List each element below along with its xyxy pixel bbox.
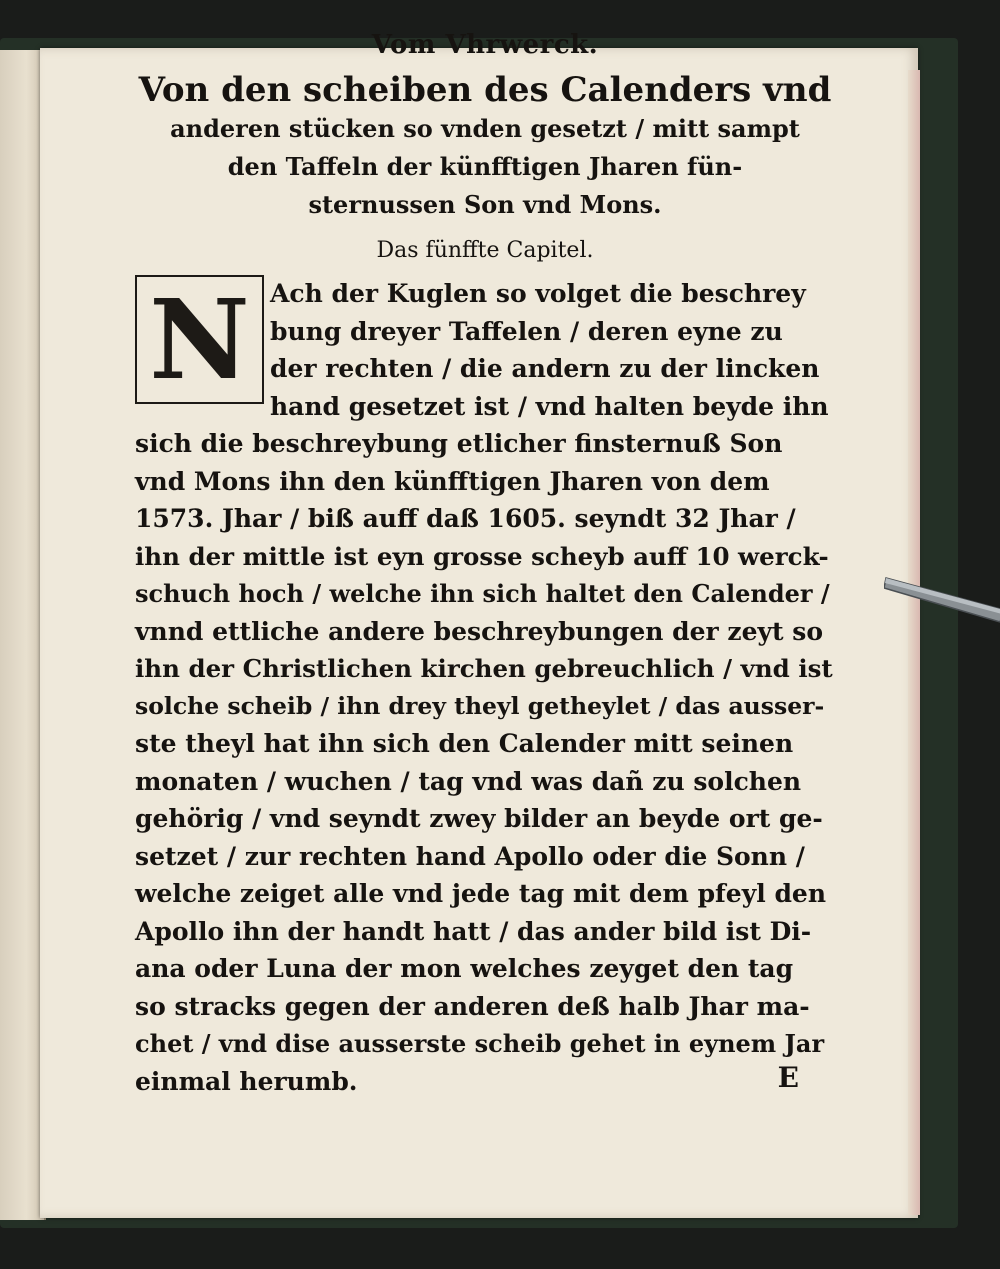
body-line: sich die beschreybung etlicher finsternuß Son [135,429,783,458]
page-content [135,30,835,1100]
catchword: E [777,1060,799,1094]
heading-line-3: den Taffeln der künfftigen Jharen fün- [227,152,743,181]
heading-line-2: anderen stücken so vnden gesetzt / mitt sampt [170,114,800,143]
heading-line-1: Von den scheiben des Calenders vnd [138,70,832,110]
body-line: hand gesetzet ist / vnd halten beyde ihn [270,391,829,421]
body-line: solche scheib / ihn drey theyl getheylet / das ausser- [135,691,825,720]
chapter-number: Das fünffte Capitel. [376,238,594,263]
body-line-last [135,1060,835,1101]
body-line: der rechten / die andern zu der lincken [270,354,820,383]
body-line: so stracks gegen der anderen deß halb Jhar ma- [135,991,810,1021]
body-line: monaten / wuchen / tag vnd was dañ zu solchen [135,766,802,796]
body-line: Ach der Kuglen so volget die beschrey [270,279,806,308]
body-line: gehörig / vnd seyndt zwey bilder an beyde ort ge- [135,804,823,833]
body-line: ana oder Luna der mon welches zeyget den tag [135,954,794,983]
body-line: ste theyl hat ihn sich den Calender mitt seinen [135,729,794,758]
body-line: ihn der mittle ist eyn grosse scheyb auff 10 werck- [135,541,829,571]
body-line: setzet / zur rechten hand Apollo oder die Sonn / [135,841,805,871]
body-line: bung dreyer Taffelen / deren eyne zu [270,316,783,346]
body-line: ihn der Christlichen kirchen gebreuchlich / vnd ist [135,654,833,683]
pointer-needle-icon [884,570,1000,630]
body-line: Apollo ihn der handt hatt / das ander bild ist Di- [135,916,812,946]
body-text [135,275,835,1100]
heading-line-4: sternussen Son vnd Mons. [308,190,662,219]
page-fore-edge [908,70,920,1215]
body-line: vnnd ettliche andere beschreybungen der zeyt so [135,616,824,646]
body-line-text: einmal herumb. [135,1066,358,1096]
running-head: Vom Vhrwerck. [371,30,599,60]
body-line: welche zeiget alle vnd jede tag mit dem pfeyl den [135,879,827,908]
body-line: schuch hoch / welche ihn sich haltet den Calender / [135,579,830,608]
body-line: 1573. Jhar / biß auff daß 1605. seyndt 32 Jhar / [135,504,796,533]
body-line: chet / vnd dise ausserste scheib gehet in eynem Jar [135,1029,825,1058]
body-line: vnd Mons ihn den künfftigen Jharen von dem [135,466,770,496]
chapter-heading [135,70,835,224]
decorated-initial [135,275,264,404]
initial-letter: N [149,274,250,404]
